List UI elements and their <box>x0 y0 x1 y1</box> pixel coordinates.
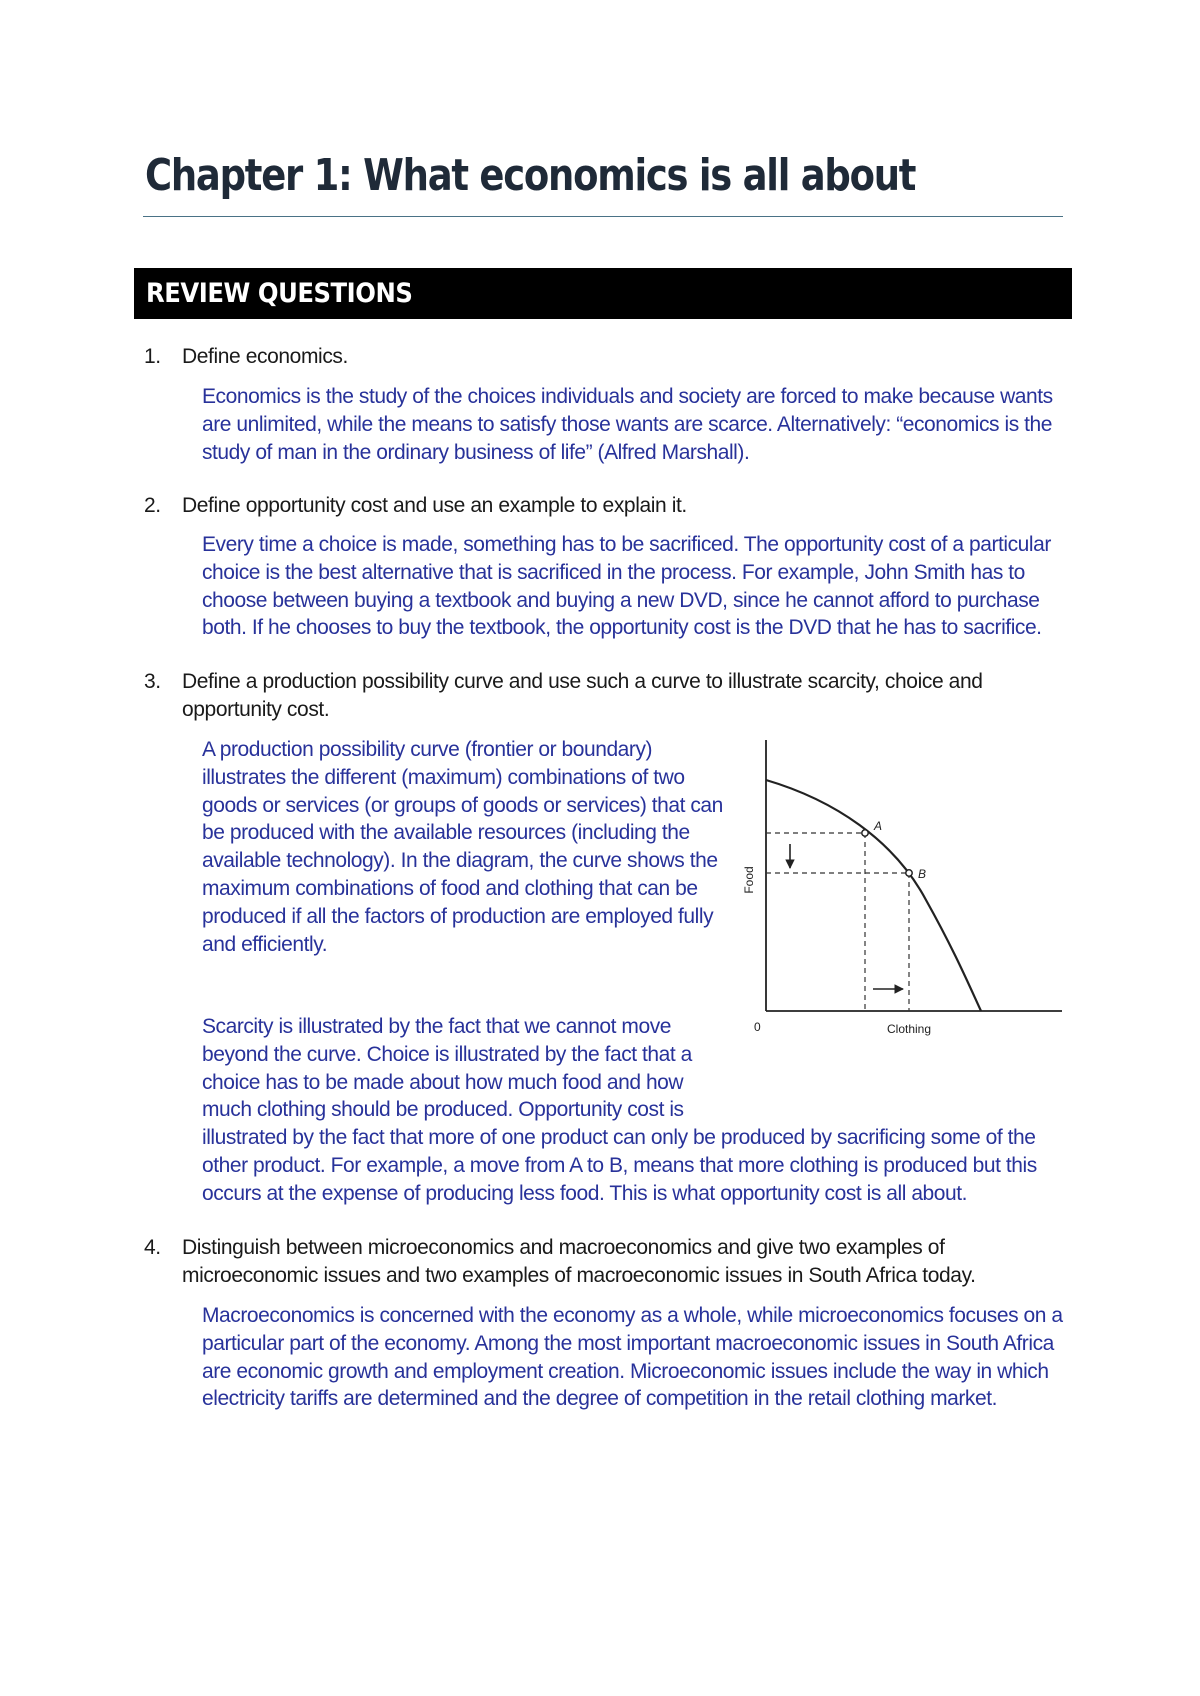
answer-line: beyond the curve. Choice is illustrated by the fact that a <box>202 1042 692 1066</box>
question-text: Define opportunity cost and use an example to explain it. <box>182 494 687 517</box>
question-number: 3. <box>144 670 161 693</box>
point-a <box>862 830 868 836</box>
production-possibility-diagram <box>744 740 1069 1050</box>
question-number: 1. <box>144 345 161 368</box>
y-axis-label: Food <box>742 866 756 894</box>
answer-1 <box>202 383 1072 466</box>
answer-2 <box>202 531 1072 642</box>
ppc-svg <box>744 740 1069 1050</box>
question-number: 2. <box>144 494 161 517</box>
answer-text: Every time a choice is made, something has to be sacrificed. The opportunity cost of a particular choice is the best alternative that is sacrificed in the process. For example, John Smith has to choose between buying a textbook and buying a new DVD, since he cannot afford to purchase both. If he chooses to buy the textbook, the opportunity cost is the DVD that he has to sacrifice. <box>202 533 1051 640</box>
section-heading: REVIEW QUESTIONS <box>146 278 413 309</box>
answer-4 <box>202 1302 1072 1413</box>
x-axis-label: Clothing <box>886 1022 932 1036</box>
answer-text: A production possibility curve (frontier or boundary) illustrates the different (maximum) combinations of two goods or services (or groups of goods or services) that can be produced with the available resources (including the available technology). In the diagram, the curve shows the maximum combinations of food and clothing that can be produced if all the factors of production are employed fully and efficiently. <box>202 738 723 956</box>
point-b-label: B <box>918 867 927 881</box>
answer-line: much clothing should be produced. Opportunity cost is <box>202 1098 684 1122</box>
question-text: Define economics. <box>182 345 348 368</box>
answer-line: illustrated by the fact that more of one product can only be produced by sacrificing some of the <box>202 1126 1036 1150</box>
question-text: Define a production possibility curve and use such a curve to illustrate scarcity, choice and opportunity cost. <box>182 670 983 721</box>
point-a-label: A <box>874 819 883 833</box>
answer-text: Macroeconomics is concerned with the economy as a whole, while microeconomics focuses on a particular part of the economy. Among the most important macroeconomic issues in South Africa are economic growth and employment creation. Microeconomic issues include the way in which electricity tariffs are determined and the degree of competition in the retail clothing market. <box>202 1304 1063 1411</box>
answer-line: other product. For example, a move from A to B, means that more clothing is produced but this <box>202 1153 1037 1177</box>
answer-line: Scarcity is illustrated by the fact that we cannot move <box>202 1015 671 1038</box>
title-underline <box>143 216 1063 217</box>
chapter-title: Chapter 1: What economics is all about <box>145 150 916 201</box>
answer-line: occurs at the expense of producing less food. This is what opportunity cost is all about. <box>202 1181 968 1205</box>
origin-label: 0 <box>754 1020 761 1034</box>
question-text: Distinguish between microeconomics and macroeconomics and give two examples of microeconomic issues and two examples of macroeconomic issues in South Africa today. <box>182 1236 976 1287</box>
question-number: 4. <box>144 1236 161 1259</box>
answer-line: choice has to be made about how much food and how <box>202 1070 684 1094</box>
ppc-curve <box>766 780 981 1011</box>
answer-text: Economics is the study of the choices individuals and society are forced to make because wants are unlimited, while the means to satisfy those wants are scarce. Alternatively: “economics is the study of man in the ordinary business of life” (Alfred Marshall). <box>202 385 1053 464</box>
point-b <box>906 870 912 876</box>
section-heading-banner <box>134 268 1072 319</box>
answer-3-part-1 <box>202 736 732 958</box>
